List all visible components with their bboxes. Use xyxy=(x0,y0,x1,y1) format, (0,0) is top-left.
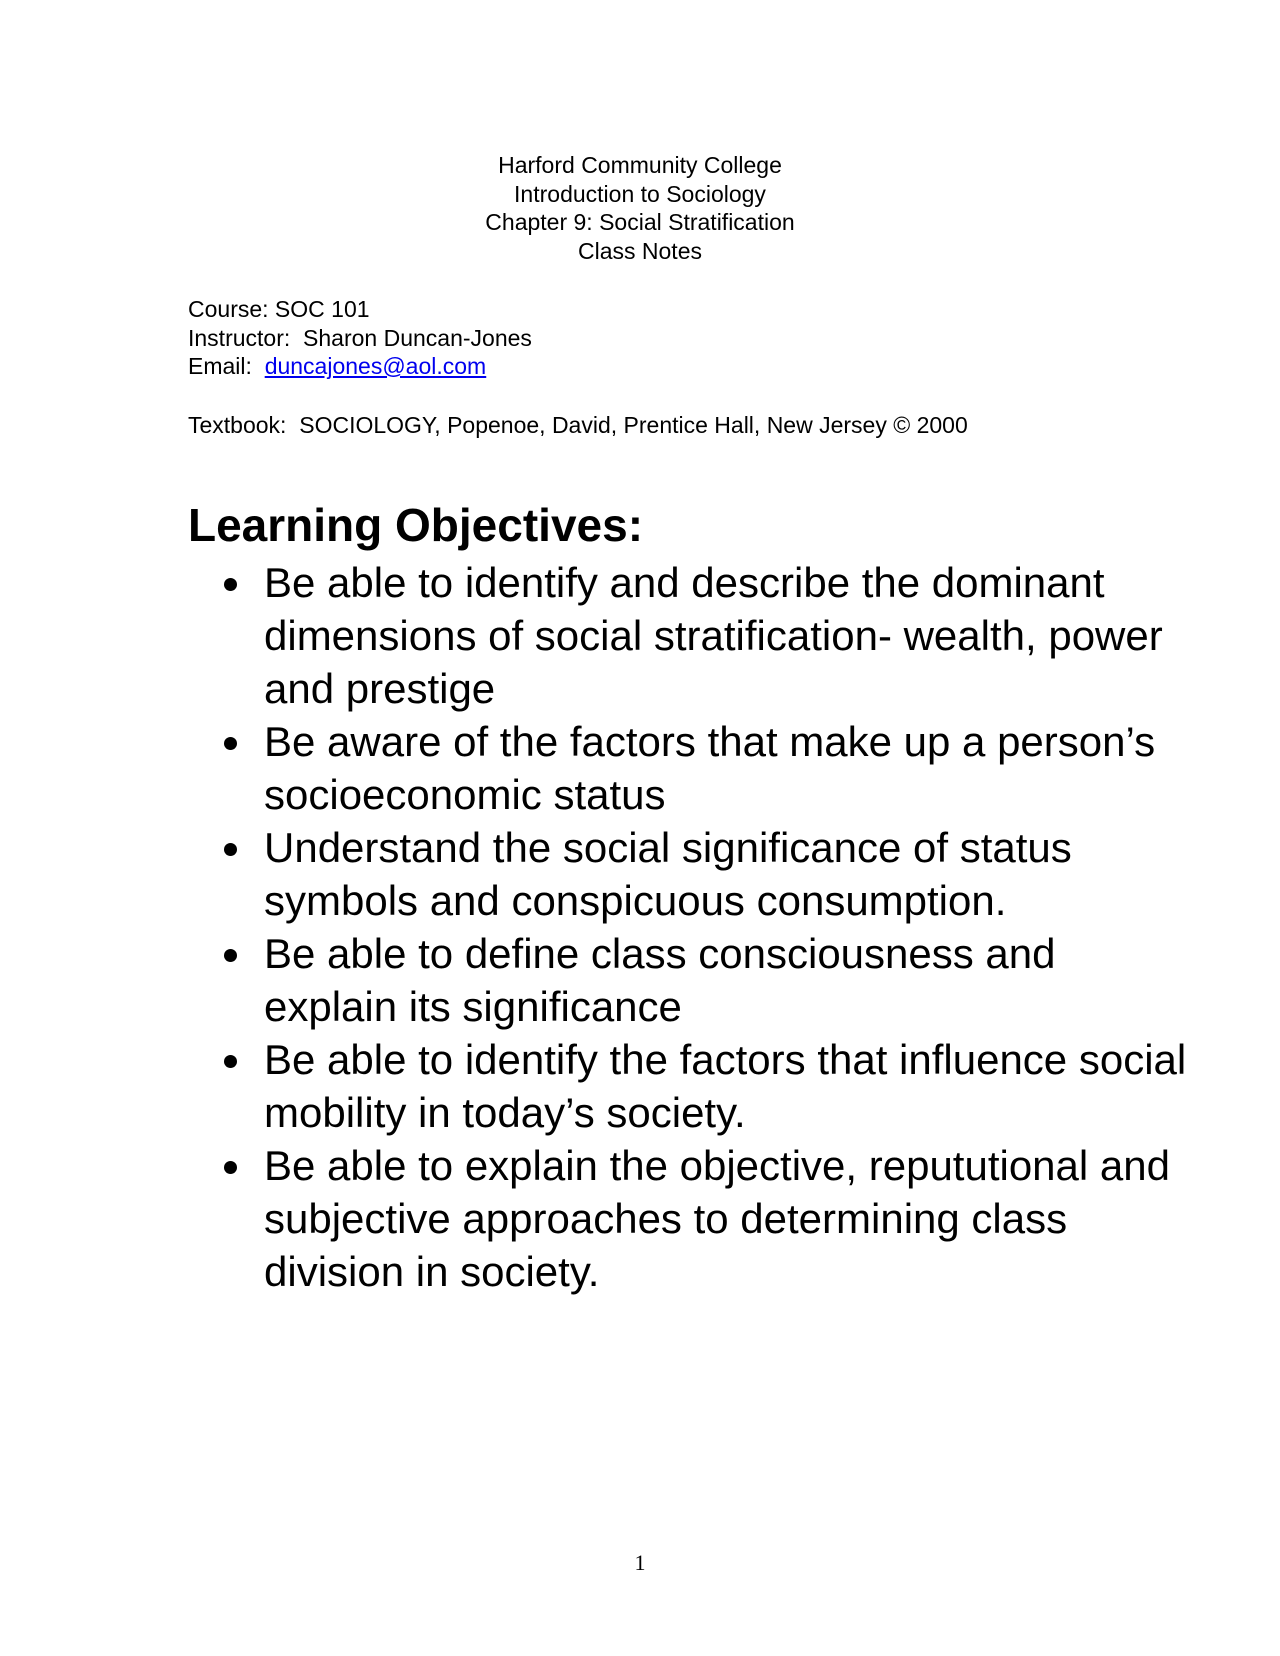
college-name: Harford Community College xyxy=(498,152,782,178)
page-number: 1 xyxy=(634,1550,646,1575)
bullet-icon xyxy=(224,843,237,856)
email-link[interactable]: duncajones@aol.com xyxy=(264,353,487,379)
objective-text: Be able to identify the factors that influence social mobility in today’s society. xyxy=(264,1036,1187,1136)
course-info xyxy=(188,295,532,381)
bullet-icon xyxy=(224,1161,237,1174)
email-line xyxy=(188,352,532,381)
notes-label: Class Notes xyxy=(578,237,702,264)
objective-text: Understand the social significance of status symbols and conspicuous consumption. xyxy=(264,824,1072,924)
document-header xyxy=(0,151,1280,265)
list-item xyxy=(188,715,1188,821)
objective-text: Be able to define class consciousness and explain its significance xyxy=(264,930,1056,1030)
list-item xyxy=(188,821,1188,927)
learning-objectives-list xyxy=(188,556,1188,1298)
list-item xyxy=(188,1033,1188,1139)
bullet-icon xyxy=(224,578,237,591)
bullet-icon xyxy=(224,737,237,750)
list-item xyxy=(188,927,1188,1033)
instructor-name: Instructor: Sharon Duncan-Jones xyxy=(188,324,532,351)
objective-text: Be able to identify and describe the dominant dimensions of social stratification- wealth, power and prestige xyxy=(264,559,1163,712)
objective-text: Be aware of the factors that make up a person’s socioeconomic status xyxy=(264,718,1156,818)
chapter-title: Chapter 9: Social Stratification xyxy=(485,209,795,235)
list-item xyxy=(188,1139,1188,1298)
email-label: Email: xyxy=(188,353,265,379)
learning-objectives-heading: Learning Objectives: xyxy=(188,499,644,551)
list-item xyxy=(188,556,1188,715)
textbook-citation: Textbook: SOCIOLOGY, Popenoe, David, Prentice Hall, New Jersey © 2000 xyxy=(188,412,968,438)
objective-text: Be able to explain the objective, repututional and subjective approaches to determining class division in society. xyxy=(264,1142,1170,1295)
course-code: Course: SOC 101 xyxy=(188,296,370,322)
bullet-icon xyxy=(224,1055,237,1068)
bullet-icon xyxy=(224,949,237,962)
course-title: Introduction to Sociology xyxy=(514,180,766,207)
